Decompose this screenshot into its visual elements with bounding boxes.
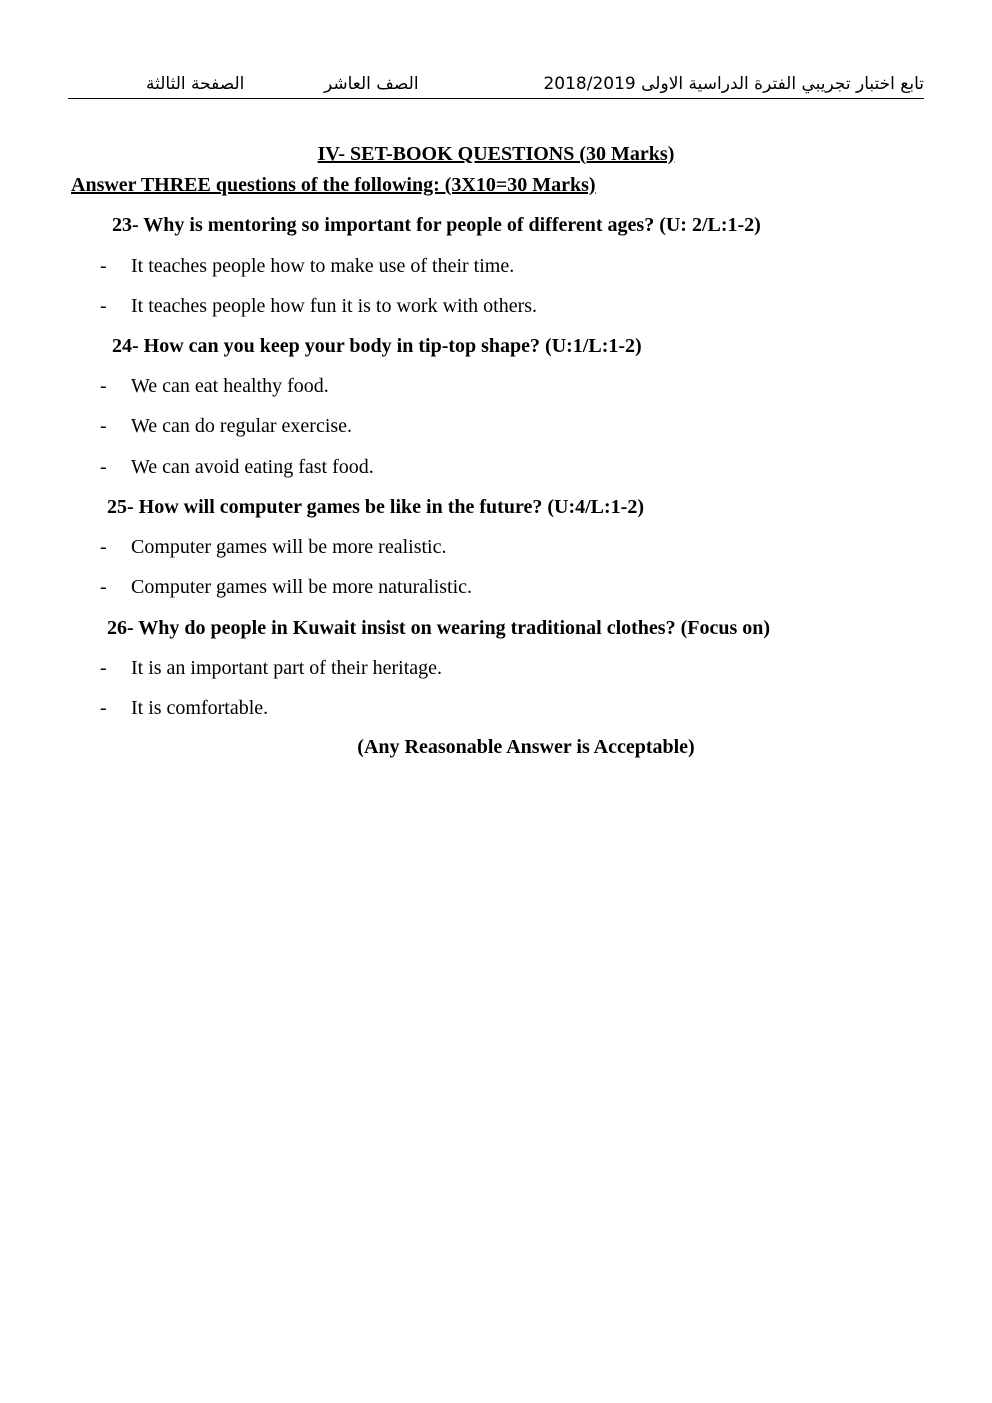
question-23: 23- Why is mentoring so important for people of different ages? (U: 2/L:1-2) xyxy=(112,214,761,236)
bullet-dash: - xyxy=(100,255,107,277)
bullet-dash: - xyxy=(100,415,107,437)
bullet-dash: - xyxy=(100,375,107,397)
section-title: IV- SET-BOOK QUESTIONS (30 Marks) xyxy=(317,143,675,165)
question-25: 25- How will computer games be like in the future? (U:4/L:1-2) xyxy=(107,496,644,518)
bullet-dash: - xyxy=(100,657,107,679)
bullet-dash: - xyxy=(100,697,107,719)
bullet-dash: - xyxy=(100,295,107,317)
answer-text: We can eat healthy food. xyxy=(131,375,329,397)
answer-item xyxy=(100,576,472,599)
answer-text: It teaches people how fun it is to work with others. xyxy=(131,295,538,317)
answer-text: Computer games will be more realistic. xyxy=(131,536,447,558)
page-header xyxy=(68,68,924,99)
instructions: Answer THREE questions of the following: (3X10=30 Marks) xyxy=(71,174,596,196)
answer-text: We can avoid eating fast food. xyxy=(131,456,374,478)
page-number-label: الصفحة الثالثة xyxy=(146,74,245,94)
bullet-dash: - xyxy=(100,456,107,478)
answer-item xyxy=(100,415,352,438)
acceptance-note: (Any Reasonable Answer is Acceptable) xyxy=(357,736,695,758)
answer-item xyxy=(100,536,446,559)
answer-text: Computer games will be more naturalistic. xyxy=(131,576,473,598)
bullet-dash: - xyxy=(100,536,107,558)
answer-item xyxy=(100,375,329,398)
answer-text: It teaches people how to make use of their time. xyxy=(131,255,515,277)
answer-item xyxy=(100,657,442,680)
answer-item xyxy=(100,295,537,318)
bullet-dash: - xyxy=(100,576,107,598)
question-26: 26- Why do people in Kuwait insist on wearing traditional clothes? (Focus on) xyxy=(107,617,771,639)
exam-title: تابع اختبار تجريبي الفترة الدراسية الاولى 2018/2019 xyxy=(543,74,924,94)
answer-item xyxy=(100,697,268,720)
answer-text: We can do regular exercise. xyxy=(131,415,353,437)
answer-text: It is comfortable. xyxy=(131,697,269,719)
answer-item xyxy=(100,456,374,479)
grade-label: الصف العاشر xyxy=(324,74,419,94)
answer-item xyxy=(100,255,514,278)
question-24: 24- How can you keep your body in tip-top shape? (U:1/L:1-2) xyxy=(112,335,642,357)
answer-text: It is an important part of their heritage. xyxy=(131,657,443,679)
